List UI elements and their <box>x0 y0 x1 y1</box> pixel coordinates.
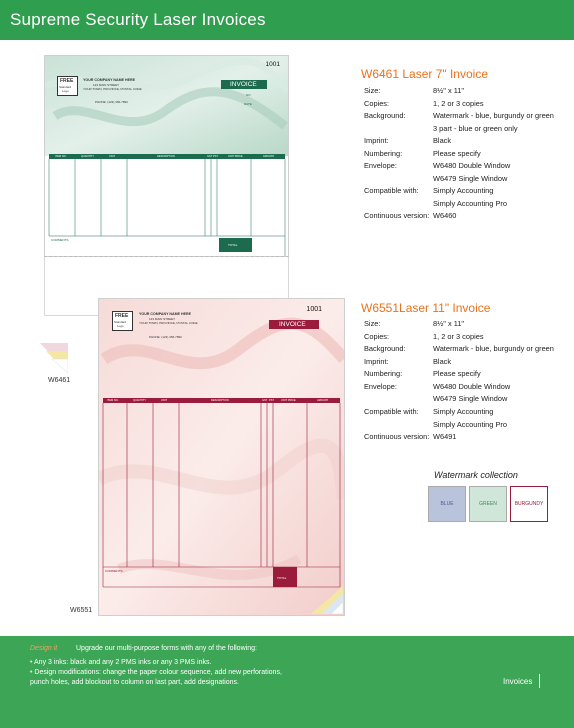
spec2-label: Background: <box>364 344 406 353</box>
invoice-number: 1001 <box>265 61 280 68</box>
spec2-value: Black <box>433 356 452 366</box>
column-grid <box>99 299 344 615</box>
spec2-value: W6480 Double Window <box>433 381 511 391</box>
spec1-value: W6460 <box>433 211 457 220</box>
spec1-label: Copies: <box>364 98 390 108</box>
spec1-value: W6480 Double Window <box>433 161 511 170</box>
footer-intro: Upgrade our multi-purpose forms with any of the following: <box>76 645 257 652</box>
spec1-table <box>364 86 574 226</box>
invoice-number: 1001 <box>306 306 322 313</box>
col-unit: UNIT <box>161 398 168 402</box>
col-quantity: QUANTITY <box>81 154 95 158</box>
company-city: YOUR TOWN, PROVINCE, POSTAL CODE <box>139 321 198 325</box>
date-label: DATE <box>244 102 252 106</box>
spec1-label: Compatible with: <box>364 186 419 195</box>
col-item-no: ITEM NO. <box>107 398 119 402</box>
company-phone: PHONE: (123) 456-7890 <box>95 100 128 104</box>
total-label: TOTAL <box>228 243 238 247</box>
carbon-copy-corner-icon <box>311 586 343 614</box>
spec1-title: W6461 Laser 7" Invoice <box>361 67 488 81</box>
spec2-value: W6479 Single Window <box>433 394 508 403</box>
spec1-value: Simply Accounting <box>433 186 494 195</box>
footer-bullet: • Any 3 inks: black and any 2 PMS inks or any 3 PMS inks. <box>30 659 212 666</box>
col-item-no: ITEM NO. <box>55 154 67 158</box>
spec1-value: 3 part - blue or green only <box>433 123 518 133</box>
company-address: 123 MAIN STREET <box>149 317 176 321</box>
invoice-form-w6461 <box>44 55 289 257</box>
spec2-title: W6551Laser 11" Invoice <box>361 301 491 315</box>
swatch-burgundy-label: BURGUNDY <box>514 501 544 507</box>
company-name: YOUR COMPANY NAME HERE <box>139 312 191 316</box>
spec2-value: Simply Accounting Pro <box>433 419 507 429</box>
swatch-green-label: GREEN <box>479 501 497 507</box>
spec1-label: Background: <box>364 111 406 120</box>
col-quantity: QUANTITY <box>133 398 147 402</box>
footer-section-label: Invoices <box>503 677 533 686</box>
free-logo-line3: Logo <box>117 324 124 328</box>
spec2-label: Size: <box>364 319 381 328</box>
spec2-label: Numbering: <box>364 369 403 378</box>
swatch-blue <box>428 486 466 522</box>
caption-w6461: W6461 <box>48 377 71 384</box>
spec2-table <box>364 319 574 447</box>
page-title: Supreme Security Laser Invoices <box>10 10 266 29</box>
footer-bullet: punch holes, add blockout to column on last part, add designations. <box>30 679 239 686</box>
col-pst: PST <box>269 398 275 402</box>
spec1-label: Size: <box>364 86 381 95</box>
footer-divider <box>539 674 540 688</box>
spec2-value: Simply Accounting <box>433 407 494 416</box>
spec1-value: Please specify <box>433 148 481 158</box>
free-logo-line1: FREE <box>60 78 74 84</box>
spec1-value: 1, 2 or 3 copies <box>433 98 484 108</box>
comments-label: COMMENTS <box>105 569 123 573</box>
company-address: 123 MAIN STREET <box>93 83 120 87</box>
spec2-value: 1, 2 or 3 copies <box>433 331 484 341</box>
total-label: TOTAL <box>277 576 287 580</box>
col-unit-price: UNIT PRICE <box>281 398 296 402</box>
spec1-value: Simply Accounting Pro <box>433 198 507 208</box>
spec1-label: Numbering: <box>364 148 403 158</box>
swatch-burgundy <box>510 486 548 522</box>
invoice-label: INVOICE <box>230 81 257 88</box>
spec1-value: Watermark - blue, burgundy or green <box>433 111 554 120</box>
col-amount: AMOUNT <box>317 398 329 402</box>
spec1-value: Black <box>433 136 452 145</box>
spec2-label: Copies: <box>364 331 390 341</box>
spec2-value: W6491 <box>433 432 457 441</box>
col-pst: PST <box>213 154 219 158</box>
col-unit: UNIT <box>109 154 116 158</box>
spec2-value: Watermark - blue, burgundy or green <box>433 344 554 353</box>
spec1-label: Envelope: <box>364 161 397 170</box>
swatch-green <box>469 486 507 522</box>
spec2-value: 8½" x 11" <box>433 319 464 328</box>
caption-w6551: W6551 <box>70 607 93 614</box>
col-description: DESCRIPTION <box>157 154 175 158</box>
col-amount: AMOUNT <box>263 154 275 158</box>
comments-label: COMMENTS <box>51 238 69 242</box>
free-logo-line1: FREE <box>115 313 129 319</box>
no-label: NO. <box>246 93 252 97</box>
footer-design-label: Design it <box>30 645 58 652</box>
spec2-value: Please specify <box>433 369 481 378</box>
company-city: YOUR TOWN, PROVINCE, POSTAL CODE <box>83 87 142 91</box>
spec2-label: Compatible with: <box>364 407 419 416</box>
spec1-label: Continuous version: <box>364 211 430 220</box>
carbon-copy-corner-icon <box>40 343 68 373</box>
col-gst: GST <box>262 398 268 402</box>
invoice-label: INVOICE <box>279 321 306 328</box>
spec1-value: 8½" x 11" <box>433 86 464 95</box>
free-logo-line3: Logo <box>62 89 69 93</box>
free-logo-line2: Standard <box>114 320 127 324</box>
col-gst: GST <box>207 154 213 158</box>
company-phone: PHONE: (123) 456-7890 <box>149 335 182 339</box>
spec2-label: Continuous version: <box>364 432 430 441</box>
spec2-label: Imprint: <box>364 356 389 366</box>
footer-bullet: • Design modifications: change the paper colour sequence, add new perforations, <box>30 669 282 676</box>
spec2-label: Envelope: <box>364 381 397 391</box>
swatch-blue-label: BLUE <box>440 501 454 507</box>
col-description: DESCRIPTION <box>211 398 229 402</box>
spec1-label: Imprint: <box>364 136 389 145</box>
column-grid <box>45 56 288 256</box>
company-name: YOUR COMPANY NAME HERE <box>83 78 135 82</box>
invoice-form-w6551 <box>98 298 345 616</box>
spec1-value: W6479 Single Window <box>433 173 508 183</box>
free-logo-line2: Standard <box>59 85 72 89</box>
col-unit-price: UNIT PRICE <box>228 154 243 158</box>
watermark-title: Watermark collection <box>434 470 518 480</box>
